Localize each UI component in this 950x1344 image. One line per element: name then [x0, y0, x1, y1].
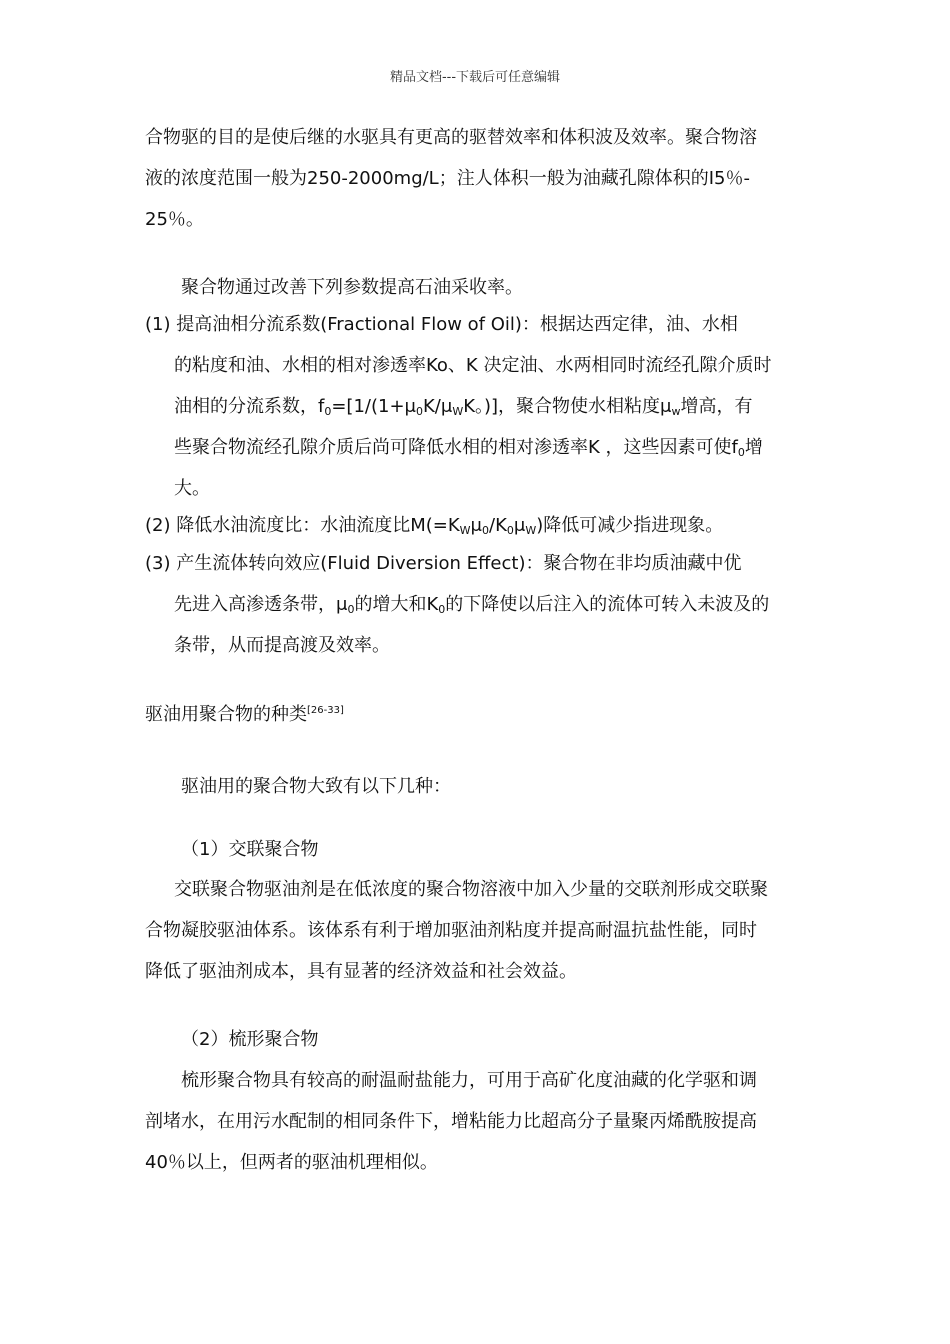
- type2-line-1: 梳形聚合物具有较高的耐温耐盐能力，可用于高矿化度油藏的化学驱和调: [181, 1070, 757, 1091]
- item3-line-3: 条带，从而提高渡及效率。: [174, 635, 390, 656]
- item3-line-1: (3) 产生流体转向效应(Fluid Diversion Effect)：聚合物在非均质油藏中优: [145, 553, 742, 574]
- section-title: 驱油用聚合物的种类[26-33]: [145, 704, 344, 725]
- item1-line-5: 大。: [174, 478, 210, 499]
- section-reference: [26-33]: [307, 705, 344, 716]
- intro-line-3: 25％。: [145, 209, 204, 230]
- params-intro: 聚合物通过改善下列参数提高石油采收率。: [181, 277, 523, 298]
- type1-line-2: 合物凝胶驱油体系。该体系有利于增加驱油剂粘度并提高耐温抗盐性能，同时: [145, 920, 757, 941]
- item2-line: (2) 降低水油流度比：水油流度比M(=KWμ0/K0μW)降低可减少指进现象。: [145, 515, 724, 537]
- item1-line-3: 油相的分流系数，f0=[1/(1+μ0K/μWK。)]，聚合物使水相粘度μw增高，有: [174, 396, 753, 418]
- type1-line-1: 交联聚合物驱油剂是在低浓度的聚合物溶液中加入少量的交联剂形成交联聚: [174, 879, 768, 900]
- item1-line-1: (1) 提高油相分流系数(Fractional Flow of Oil)：根据达西定律，油、水相: [145, 314, 738, 335]
- types-intro: 驱油用的聚合物大致有以下几种：: [181, 776, 451, 797]
- type1-heading: （1）交联聚合物: [181, 839, 319, 860]
- type2-line-2: 剖堵水，在用污水配制的相同条件下，增粘能力比超高分子量聚丙烯酰胺提高: [145, 1111, 757, 1132]
- item3-line-2: 先进入高渗透条带，μ0的增大和K0的下降使以后注入的流体可转入未波及的: [174, 594, 770, 616]
- type2-line-3: 40％以上，但两者的驱油机理相似。: [145, 1152, 438, 1173]
- page-header: 精品文档---下载后可任意编辑: [389, 70, 561, 85]
- type1-line-3: 降低了驱油剂成本，具有显著的经济效益和社会效益。: [145, 961, 577, 982]
- intro-line-2: 液的浓度范围一般为250-2000mg/L；注人体积一般为油藏孔隙体积的I5％-: [145, 168, 750, 189]
- item1-line-2: 的粘度和油、水相的相对渗透率Ko、K 决定油、水两相同时流经孔隙介质时: [174, 355, 772, 376]
- type2-heading: （2）梳形聚合物: [181, 1029, 319, 1050]
- intro-line-1: 合物驱的目的是使后继的水驱具有更高的驱替效率和体积波及效率。聚合物溶: [145, 127, 757, 148]
- item1-line-4: 些聚合物流经孔隙介质后尚可降低水相的相对渗透率K ，这些因素可使f0增: [174, 437, 763, 459]
